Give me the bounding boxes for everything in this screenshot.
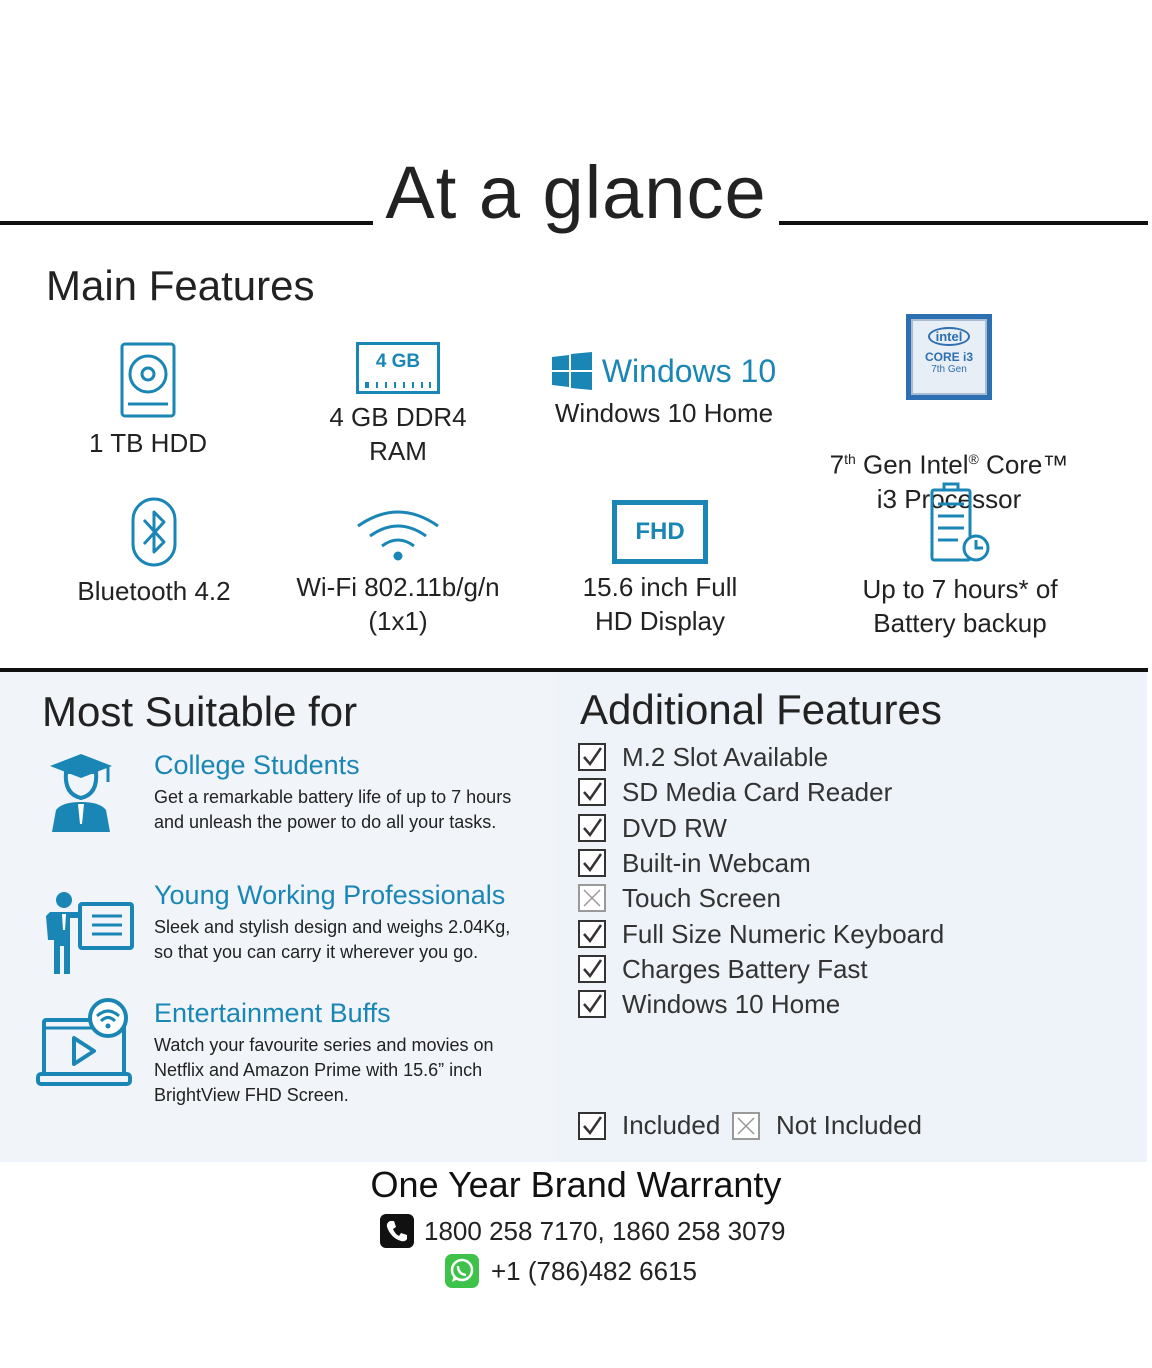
suitable-professionals bbox=[36, 880, 536, 990]
feature-wifi bbox=[268, 474, 528, 638]
fhd-display-icon bbox=[530, 474, 790, 564]
intel-core: CORE i3 bbox=[924, 350, 973, 364]
check-icon bbox=[578, 743, 606, 771]
cross-icon bbox=[732, 1112, 760, 1140]
feature-battery bbox=[830, 476, 1090, 640]
feature-label: 7th Gen Intel® Core™ i3 Processor bbox=[829, 449, 1069, 514]
feature-ram bbox=[268, 322, 528, 468]
windows-logo bbox=[534, 330, 794, 390]
legend-not-included-label: Not Included bbox=[776, 1110, 922, 1140]
check-icon bbox=[578, 990, 606, 1018]
intel-badge bbox=[818, 310, 1080, 400]
additional-heading: Additional Features bbox=[580, 686, 942, 733]
phone-contact bbox=[380, 1214, 785, 1248]
page-title: At a glance bbox=[0, 150, 1152, 235]
suitable-desc: Get a remarkable battery life of up to 7 hours and unleash the power to do all your tasks. bbox=[154, 787, 512, 832]
additional-feature-item bbox=[578, 952, 868, 986]
presenter-icon bbox=[42, 890, 134, 980]
feature-hdd bbox=[18, 330, 278, 460]
legend-included-label: Included bbox=[622, 1110, 721, 1140]
suitable-title: College Students bbox=[154, 750, 360, 780]
additional-feature-label: SD Media Card Reader bbox=[622, 776, 893, 807]
warranty-title: One Year Brand Warranty bbox=[370, 1164, 782, 1205]
additional-feature-label: M.2 Slot Available bbox=[622, 741, 829, 772]
suitable-heading: Most Suitable for bbox=[42, 688, 358, 735]
feature-label: 15.6 inch Full HD Display bbox=[582, 572, 738, 636]
check-icon bbox=[578, 778, 606, 806]
battery-clock-icon bbox=[830, 476, 1090, 566]
cross-icon bbox=[578, 884, 606, 912]
feature-label: Bluetooth 4.2 bbox=[77, 576, 231, 606]
phone-numbers[interactable]: 1800 258 7170, 1860 258 3079 bbox=[424, 1215, 786, 1246]
additional-feature-item bbox=[578, 811, 727, 845]
windows-logo-text: Windows 10 bbox=[601, 353, 777, 389]
feature-label: 4 GB DDR4 RAM bbox=[329, 402, 467, 466]
suitable-college bbox=[36, 750, 536, 860]
suitable-title: Young Working Professionals bbox=[154, 880, 506, 910]
additional-feature-item bbox=[578, 846, 811, 880]
feature-display bbox=[530, 474, 790, 638]
additional-feature-item bbox=[578, 881, 781, 915]
laptop-play-icon bbox=[36, 998, 134, 1092]
legend-not-included bbox=[732, 1110, 922, 1141]
additional-feature-label: Charges Battery Fast bbox=[622, 953, 868, 984]
feature-windows bbox=[534, 330, 794, 430]
ram-badge: 4 GB bbox=[375, 351, 421, 372]
additional-feature-label: Touch Screen bbox=[622, 882, 781, 913]
suitable-title: Entertainment Buffs bbox=[154, 998, 391, 1028]
ram-icon bbox=[268, 322, 528, 394]
phone-icon bbox=[380, 1214, 414, 1248]
additional-feature-label: Full Size Numeric Keyboard bbox=[622, 918, 945, 949]
feature-label: Windows 10 Home bbox=[554, 398, 774, 428]
additional-feature-item bbox=[578, 775, 892, 809]
whatsapp-number[interactable]: +1 (786)482 6615 bbox=[491, 1255, 698, 1286]
suitable-entertainment bbox=[36, 998, 536, 1108]
fhd-badge: FHD bbox=[635, 518, 685, 545]
additional-feature-item bbox=[578, 740, 828, 774]
suitable-desc: Watch your favourite series and movies on Netflix and Amazon Prime with 15.6” inch BrightView FHD Screen. bbox=[154, 1035, 494, 1105]
bluetooth-icon bbox=[24, 478, 284, 568]
additional-feature-label: DVD RW bbox=[622, 812, 727, 843]
additional-feature-item bbox=[578, 917, 944, 951]
check-icon bbox=[578, 814, 606, 842]
legend-included bbox=[578, 1110, 720, 1141]
additional-feature-item bbox=[578, 987, 840, 1021]
check-icon bbox=[578, 955, 606, 983]
hdd-icon bbox=[18, 330, 278, 420]
intel-gen: 7th Gen bbox=[931, 364, 967, 375]
feature-bluetooth bbox=[24, 478, 284, 608]
main-features-heading: Main Features bbox=[46, 262, 315, 309]
check-icon bbox=[578, 920, 606, 948]
whatsapp-contact bbox=[445, 1254, 697, 1288]
intel-brand: intel bbox=[928, 327, 971, 346]
wifi-icon bbox=[268, 474, 528, 564]
feature-label: Up to 7 hours* of Battery backup bbox=[862, 574, 1058, 638]
suitable-desc: Sleek and stylish design and weighs 2.04Kg, so that you can carry it wherever you go. bbox=[154, 917, 511, 962]
check-icon bbox=[578, 1112, 606, 1140]
feature-label: Wi-Fi 802.11b/g/n (1x1) bbox=[296, 572, 500, 636]
additional-feature-label: Windows 10 Home bbox=[622, 988, 841, 1019]
additional-feature-label: Built-in Webcam bbox=[622, 847, 811, 878]
whatsapp-icon bbox=[445, 1254, 479, 1288]
graduate-icon bbox=[48, 752, 114, 838]
check-icon bbox=[578, 849, 606, 877]
feature-label: 1 TB HDD bbox=[89, 428, 207, 458]
